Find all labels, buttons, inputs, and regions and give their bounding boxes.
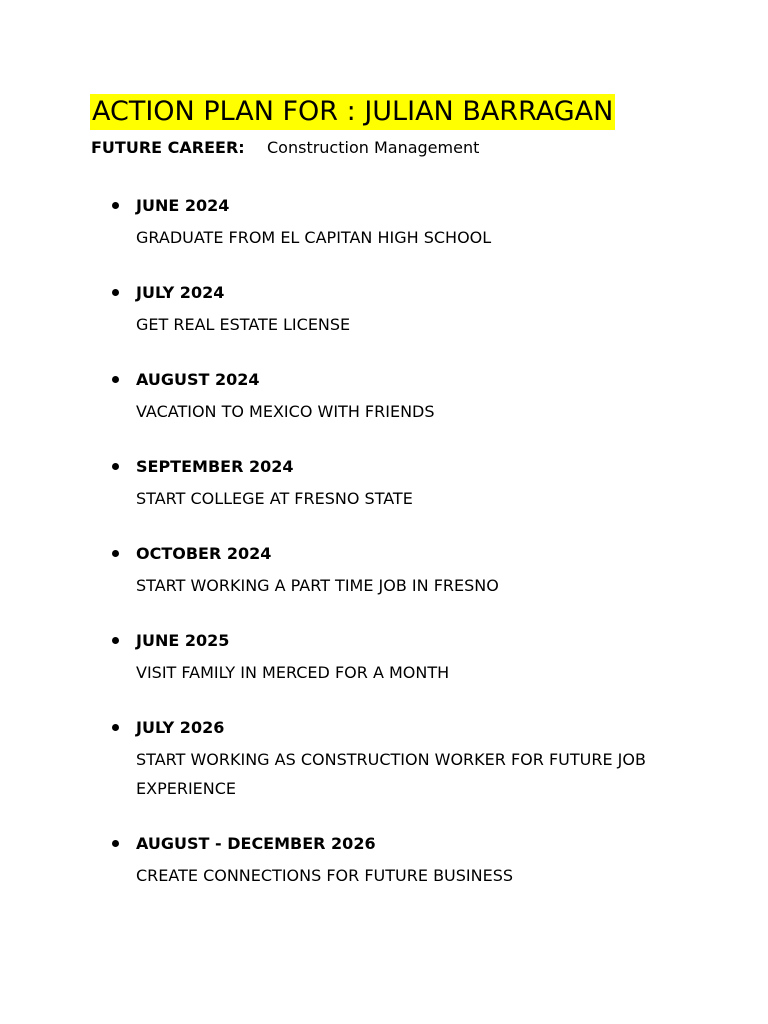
item-description: GET REAL ESTATE LICENSE [136,315,351,334]
bullet-icon [112,289,119,296]
bullet-icon [112,724,119,731]
item-date: SEPTEMBER 2024 [136,457,294,476]
item-description: START WORKING A PART TIME JOB IN FRESNO [136,576,499,595]
bullet-icon [112,550,119,557]
item-date: JULY 2026 [136,718,225,737]
item-description: GRADUATE FROM EL CAPITAN HIGH SCHOOL [136,228,492,247]
item-description: START WORKING AS CONSTRUCTION WORKER FOR FUTURE JOB EXPERIENCE [136,750,646,798]
item-description: VISIT FAMILY IN MERCED FOR A MONTH [136,663,450,682]
item-description: CREATE CONNECTIONS FOR FUTURE BUSINESS [136,866,514,885]
page-title: ACTION PLAN FOR : JULIAN BARRAGAN [90,94,615,130]
item-date: JULY 2024 [136,283,225,302]
future-career-value: Construction Management [267,138,480,157]
bullet-icon [112,637,119,644]
item-description: VACATION TO MEXICO WITH FRIENDS [136,402,435,421]
item-description: START COLLEGE AT FRESNO STATE [136,489,413,508]
item-date: JUNE 2024 [136,196,230,215]
item-date: JUNE 2025 [136,631,230,650]
item-date: OCTOBER 2024 [136,544,272,563]
bullet-icon [112,376,119,383]
item-date: AUGUST - DECEMBER 2026 [136,834,376,853]
bullet-icon [112,840,119,847]
bullet-icon [112,463,119,470]
future-career-label: FUTURE CAREER: [91,138,245,157]
bullet-icon [112,202,119,209]
item-date: AUGUST 2024 [136,370,260,389]
